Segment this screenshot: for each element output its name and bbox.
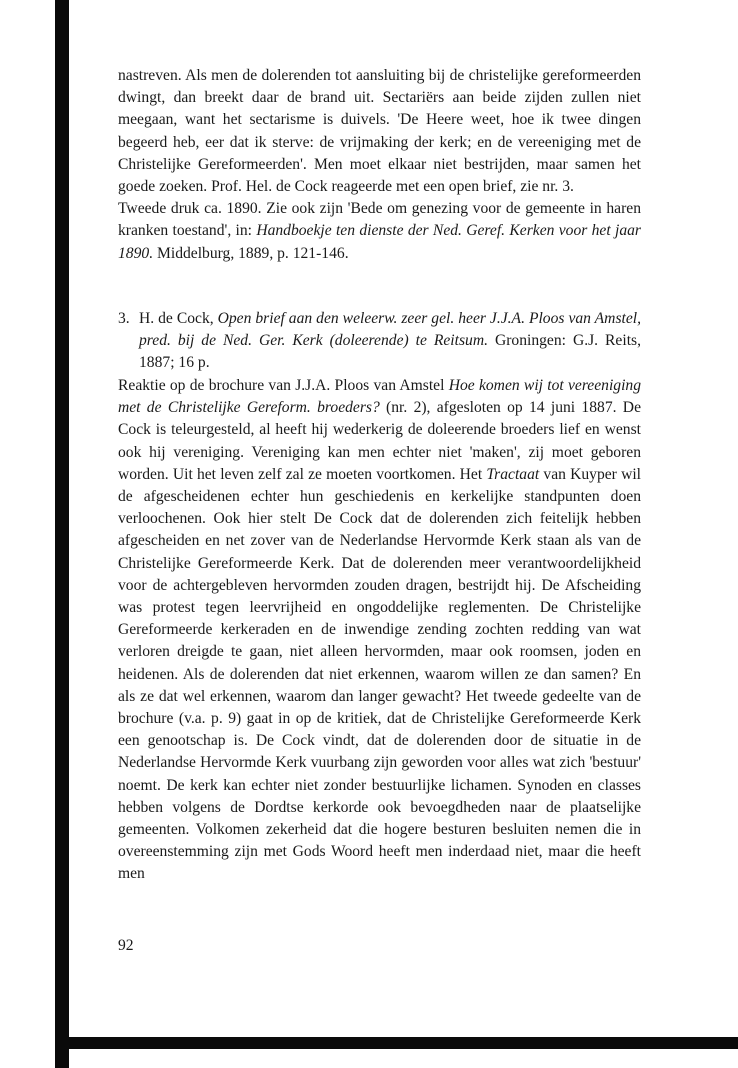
page-number: 92 — [118, 937, 134, 954]
intro-text-second-edition: Tweede druk ca. 1890. Zie ook zijn 'Bede om genezing voor de gemeente in haren kranken toestand', in: — [118, 200, 641, 240]
entry-author: H. de Cock, — [139, 310, 218, 327]
intro-text: nastreven. Als men de dolerenden tot aansluiting bij de christelijke gereformeerden dwingt, dan breekt daar de brand uit. Sectariërs aan beide zijden zullen niet meegaan, want het sectarisme is duivels. 'De Heere weet, hoe ik twee dingen begeerd heb, eer dat ik sterve: de vrijmaking der kerk; en de vereeniging met de Christelijke Gereformeerden'. Men moet elkaar niet bestrijden, maar samen het goede zoeken. Prof. Hel. de Cock reageerde met een open brief, zie nr. 3. — [118, 67, 641, 196]
body-text-3: van Kuyper wil de afgescheidenen echter hun geschiedenis en kerkelijke standpunten doen verloochenen. Ook hier stelt De Cock dat de dolerenden zich feitelijk hebben afgescheiden en net zover van de Nederlandse Hervormde Kerk staan als van de Christelijke Gereformeerde Kerk. Dat de dolerenden meer verantwoordelijkheid voor de achtergebleven hervormden zouden dragen, bestrijdt hij. De Afscheiding was protest tegen leervrijheid en ongoddelijke reglementen. De Christelijke Gereformeerde kerkeraden en de inwendige zending zochten redding van wat verloren dreigde te gaan, niet alleen hervormden, maar ook roomsen, joden en heidenen. Als de dolerenden dat niet erkennen, waarom willen ze dan samen? En als ze dat wel erkennen, waarom dan langer gewacht? Het tweede gedeelte van de brochure (v.a. p. 9) gaat in op de kritiek, dat de Christelijke Gereformeerde Kerk een genootschap is. De Cock vindt, dat de dolerenden door de situatie in de Nederlandse Hervormde Kerk vuurbang zijn geworden voor alles wat zich 'bestuur' noemt. De kerk kan echter niet zonder bestuurlijke lichamen. Synoden en classes hebben volgens de Dordtse kerkorde ook bevoegdheden naar de plaatselijke gemeenten. Volkomen zekerheid dat die hogere besturen besluiten nemen die in overeenstemming zijn met Gods Woord heeft men inderdaad niet, maar die heeft men — [118, 465, 641, 883]
body-text-1: Reaktie op de brochure van J.J.A. Ploos van Amstel — [118, 377, 449, 394]
entry-imprint: Groningen: G.J. Reits, 1887; 16 p. — [139, 332, 641, 372]
intro-paragraph — [118, 65, 641, 265]
intro-italic-title: Handboekje ten dienste der Ned. Geref. Kerken voor het jaar 1890. — [118, 222, 641, 262]
intro-imprint: Middelburg, 1889, p. 121-146. — [153, 244, 349, 262]
scan-border-left — [55, 0, 69, 1068]
entry-title: Open brief aan den weleerw. zeer gel. heer J.J.A. Ploos van Amstel, pred. bij de Ned. Ger. Kerk (doleerende) te Reitsum. — [139, 310, 641, 350]
entry-number: 3. — [118, 310, 130, 327]
body-text-2: (nr. 2), afgesloten op 14 juni 1887. De Cock is teleurgesteld, al heeft hij wederkerig de doleerende broeders lief en wenst ook hij vereniging. Vereniging kan men echter niet 'maken', zij moet geboren worden. Uit het leven zelf zal ze moeten voortkomen. Het — [118, 399, 641, 483]
scan-border-bottom — [55, 1037, 738, 1049]
bibliography-entry — [139, 308, 641, 375]
body-italic-tractaat: Tractaat — [486, 465, 540, 483]
body-italic-title: Hoe komen wij tot vereeniging met de Christelijke Gereform. broeders? — [118, 377, 642, 417]
body-paragraph — [118, 375, 641, 886]
